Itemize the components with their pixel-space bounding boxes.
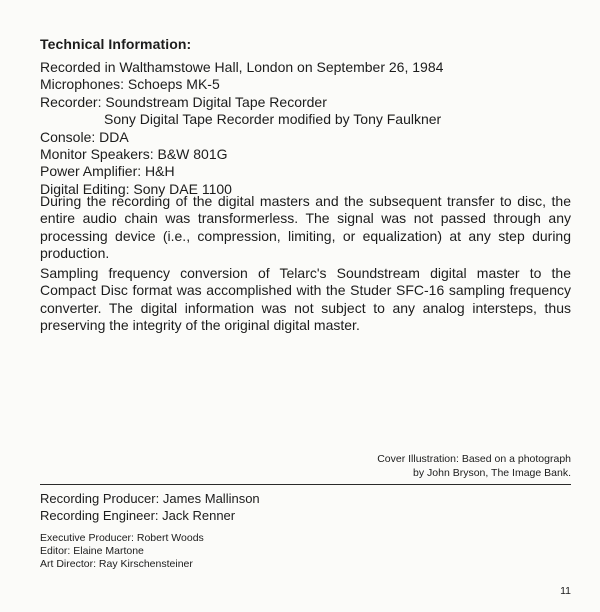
executive-producer-line: Executive Producer: Robert Woods <box>40 532 204 544</box>
cover-credit-line-1: Cover Illustration: Based on a photograph <box>377 453 571 465</box>
production-credits <box>40 532 204 571</box>
monitor-speakers-line: Monitor Speakers: B&W 801G <box>40 146 228 163</box>
divider-rule <box>40 484 571 485</box>
page-number: 11 <box>560 585 571 597</box>
microphones-line: Microphones: Schoeps MK-5 <box>40 76 220 93</box>
audio-chain-paragraph: During the recording of the digital masters and the subsequent transfer to disc, the entire audio chain was transformerless. The signal was not passed through any processing device (i.e., compression, limiting, or equalization) at any step during production. <box>40 193 571 262</box>
recorder-secondary-line: Sony Digital Tape Recorder modified by Tony Faulkner <box>104 111 442 128</box>
technical-details-list <box>40 59 443 198</box>
recording-producer-line: Recording Producer: James Mallinson <box>40 491 260 506</box>
digital-editing-line: Digital Editing: Sony DAE 1100 <box>40 180 232 197</box>
recording-credits <box>40 490 260 524</box>
cover-credit-line-2: by John Bryson, The Image Bank. <box>413 467 571 479</box>
editor-line: Editor: Elaine Martone <box>40 545 144 557</box>
recording-location-line: Recorded in Walthamstowe Hall, London on September 26, 1984 <box>40 59 444 75</box>
art-director-line: Art Director: Ray Kirschensteiner <box>40 558 193 570</box>
technical-information-heading: Technical Information: <box>40 36 192 52</box>
console-line: Console: DDA <box>40 128 129 145</box>
recording-engineer-line: Recording Engineer: Jack Renner <box>40 508 236 523</box>
sampling-conversion-paragraph: Sampling frequency conversion of Telarc's Soundstream digital master to the Compact Disc format was accomplished with the Studer SFC-16 sampling frequency converter. The digital information was not subject to any analog intersteps, thus preserving the integrity of the original digital master. <box>40 265 571 334</box>
recorder-line: Recorder: Soundstream Digital Tape Recorder <box>40 93 327 110</box>
cover-illustration-credit <box>377 452 571 480</box>
power-amplifier-line: Power Amplifier: H&H <box>40 163 175 180</box>
